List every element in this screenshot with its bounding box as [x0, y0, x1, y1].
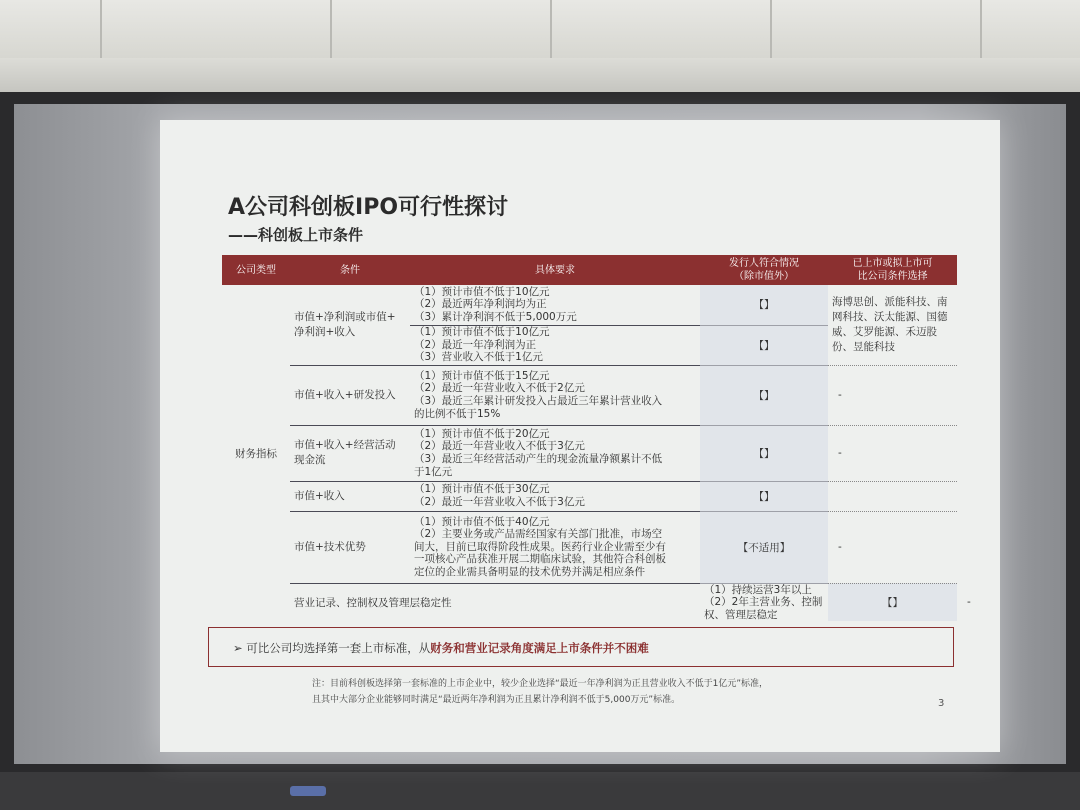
footnote-line: 且其中大部分企业能够同时满足“最近两年净利润为正且累计净利润不低于5,000万元”标准。 [312, 695, 681, 705]
condition-cell: 市值+技术优势 [290, 511, 410, 583]
condition-cell: 市值+收入 [290, 481, 410, 511]
status-cell: 【】 [700, 285, 828, 325]
footnote [312, 676, 912, 708]
ceiling-seam [330, 0, 332, 60]
comparable-cell: - [828, 365, 957, 425]
table-row [222, 511, 957, 583]
comparable-cell: - [828, 511, 957, 583]
requirement-cell: （1）预计市值不低于10亿元 （2）最近两年净利润均为正 （3）累计净利润不低于5,000万元 [410, 285, 700, 325]
header-comparable: 已上市或拟上市可 比公司条件选择 [828, 255, 957, 285]
bottom-bar-knob [290, 786, 326, 796]
status-cell: 【不适用】 [700, 511, 828, 583]
conclusion-box [208, 627, 954, 667]
conclusion-highlight: 财务和营业记录角度满足上市条件并不困难 [430, 641, 649, 655]
status-cell: 【】 [828, 583, 957, 621]
arrow-icon: ➢ [233, 641, 243, 655]
header-company-type: 公司类型 [222, 255, 290, 285]
slide [160, 120, 1000, 752]
condition-cell: 市值+收入+经营活动 现金流 [290, 425, 410, 481]
ceiling-seam [100, 0, 102, 60]
requirement-cell: （1）预计市值不低于30亿元 （2）最近一年营业收入不低于3亿元 [410, 481, 700, 511]
comparable-cell: - [828, 425, 957, 481]
slide-title: A公司科创板IPO可行性探讨 [228, 195, 509, 220]
requirement-cell: （1）预计市值不低于15亿元 （2）最近一年营业收入不低于2亿元 （3）最近三年累计研发投入占最近三年累计营业收入 的比例不低于15% [410, 365, 700, 425]
screen-bottom-bar [0, 772, 1080, 810]
footnote-line: 注：目前科创板选择第一套标准的上市企业中，较少企业选择“最近一年净利润为正且营业收入不低于1亿元”标准， [312, 679, 769, 689]
table-row [222, 365, 957, 425]
listing-conditions-table [222, 255, 971, 621]
ceiling-seam [770, 0, 772, 60]
table-row [222, 481, 957, 511]
conclusion-prefix: 可比公司均选择第一套上市标准，从 [246, 641, 431, 655]
status-cell: 【】 [700, 365, 828, 425]
ceiling-beam [0, 58, 1080, 94]
requirement-cell: （1）预计市值不低于10亿元 （2）最近一年净利润为正 （3）营业收入不低于1亿元 [410, 325, 700, 365]
status-cell: 【】 [700, 481, 828, 511]
page-number: 3 [938, 698, 945, 709]
table-row [222, 425, 957, 481]
status-cell: 【】 [700, 425, 828, 481]
ceiling-seam [550, 0, 552, 60]
header-condition: 条件 [290, 255, 410, 285]
category-operating-record: 营业记录、控制权及管理层稳定性 [294, 596, 452, 609]
category-financial: 财务指标 [235, 447, 277, 460]
table-header-row [222, 255, 957, 285]
ceiling [0, 0, 1080, 60]
conclusion-text [233, 640, 649, 656]
comparable-cell: 海博思创、派能科技、南网科技、沃太能源、国德威、艾罗能源、禾迈股份、昱能科技 [828, 285, 957, 365]
header-requirements: 具体要求 [410, 255, 700, 285]
requirement-cell: （1）预计市值不低于20亿元 （2）最近一年营业收入不低于3亿元 （3）最近三年经营活动产生的现金流量净额累计不低 于1亿元 [410, 425, 700, 481]
header-issuer-status: 发行人符合情况 （除市值外） [700, 255, 828, 285]
ceiling-seam [980, 0, 982, 60]
condition-cell: 市值+收入+研发投入 [290, 365, 410, 425]
table-row [222, 285, 957, 325]
status-cell: 【】 [700, 325, 828, 365]
comparable-cell [828, 481, 957, 511]
slide-subtitle: ——科创板上市条件 [228, 226, 364, 244]
requirement-cell: （1）持续运营3年以上 （2）2年主营业务、控制权、管理层稳定 [704, 583, 823, 621]
requirement-cell: （1）预计市值不低于40亿元 （2）主要业务或产品需经国家有关部门批准，市场空 间大，目前已取得阶段性成果。医药行业企业需至少有 一项核心产品获准开展二期临床试验，其他符合科创板 定位的企业需具备明显的技术优势并满足相应条件 [410, 511, 700, 583]
table-row: 营业记录、控制权及管理层稳定性 （1）持续运营3年以上 （2）2年主营业务、控制权、管理层稳定 【】 - [222, 583, 957, 621]
condition-cell: 市值+净利润或市值+ 净利润+收入 [290, 285, 410, 365]
